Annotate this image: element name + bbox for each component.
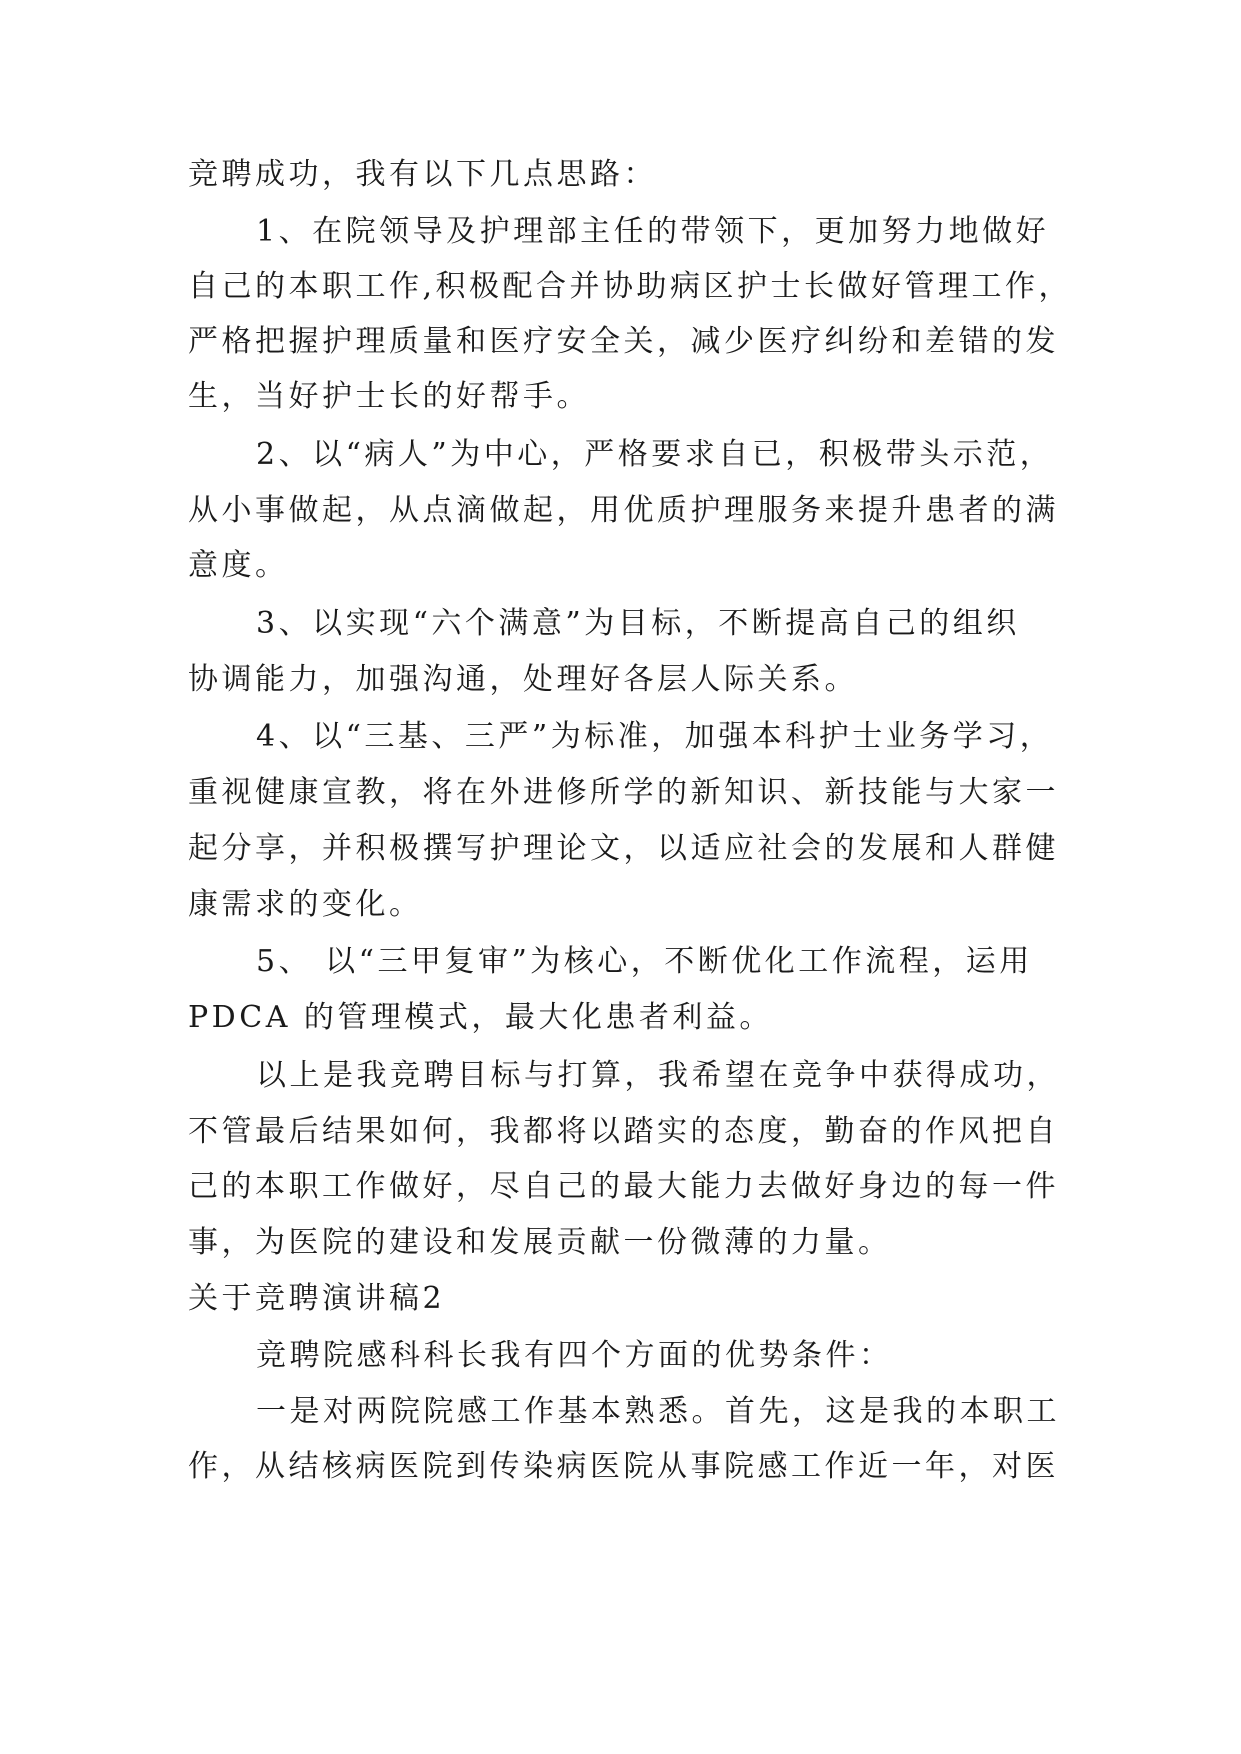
- text-line: 康需求的变化。: [188, 887, 423, 922]
- text-line: 重视健康宣教，将在外进修所学的新知识、新技能与大家一: [188, 775, 1059, 810]
- text-line: 事，为医院的建设和发展贡献一份微薄的力量。: [188, 1225, 892, 1260]
- text-line: 严格把握护理质量和医疗安全关，减少医疗纠纷和差错的发: [188, 324, 1059, 359]
- text-line: 竞聘成功，我有以下几点思路：: [188, 157, 657, 192]
- text-line: 协调能力，加强沟通，处理好各层人际关系。: [188, 662, 858, 697]
- text-line: 作，从结核病医院到传染病医院从事院感工作近一年，对医: [188, 1449, 1059, 1484]
- text-line: 不管最后结果如何，我都将以踏实的态度，勤奋的作风把自: [188, 1114, 1059, 1149]
- text-line: 4、以“三基、三严”为标准，加强本科护士业务学习，: [256, 719, 1054, 754]
- text-line: 起分享，并积极撰写护理论文，以适应社会的发展和人群健: [188, 831, 1059, 866]
- text-line: 2、以“病人”为中心，严格要求自已，积极带头示范，: [256, 437, 1054, 472]
- text-line: 自己的本职工作,积极配合并协助病区护士长做好管理工作，: [188, 269, 1073, 304]
- text-line: 意度。: [188, 548, 289, 583]
- section-heading: 关于竞聘演讲稿2: [188, 1281, 446, 1316]
- text-line: 5、 以“三甲复审”为核心，不断优化工作流程，运用: [256, 944, 1033, 979]
- text-line: 一是对两院院感工作基本熟悉。首先，这是我的本职工: [256, 1394, 1060, 1429]
- text-line: 己的本职工作做好，尽自己的最大能力去做好身边的每一件: [188, 1169, 1059, 1204]
- text-line: PDCA 的管理模式，最大化患者利益。: [188, 1000, 773, 1035]
- text-line: 生，当好护士长的好帮手。: [188, 379, 590, 414]
- text-line: 1、在院领导及护理部主任的带领下，更加努力地做好: [256, 214, 1050, 249]
- text-line: 竞聘院感科科长我有四个方面的优势条件：: [256, 1338, 893, 1373]
- text-line: 从小事做起，从点滴做起，用优质护理服务来提升患者的满: [188, 493, 1059, 528]
- text-line: 3、以实现“六个满意”为目标，不断提高自己的组织: [256, 606, 1020, 641]
- text-line: 以上是我竞聘目标与打算，我希望在竞争中获得成功，: [256, 1058, 1060, 1093]
